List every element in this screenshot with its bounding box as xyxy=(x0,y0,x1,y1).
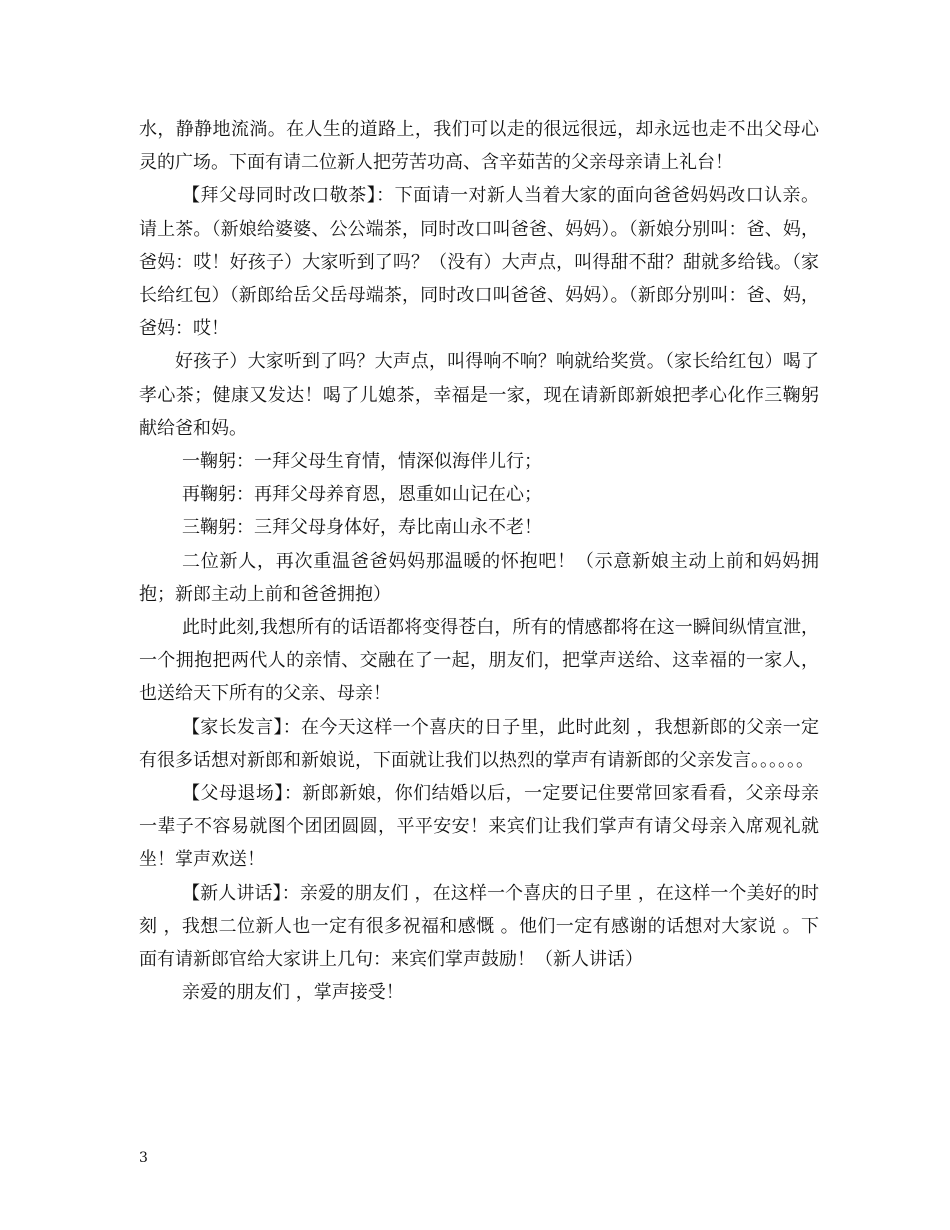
paragraph-3: 好孩子）大家听到了吗？大声点，叫得响不响？响就给奖赏。（家长给红包）喝了孝心茶；健康又发达！喝了儿媳茶，幸福是一家，现在请新郎新娘把孝心化作三鞠躬献给爸和妈。 xyxy=(139,351,819,439)
paragraph-12: 亲爱的朋友们 ，掌声接受！ xyxy=(182,982,404,1004)
paragraph-1: 水，静静地流淌。在人生的道路上，我们可以走的很远很远，却永远也走不出父母心灵的广场。下面有请二位新人把劳苦功高、含辛茹苦的父亲母亲请上礼台！ xyxy=(139,119,819,174)
document-body xyxy=(139,113,819,1009)
paragraph-9: 【家长发言】：在今天这样一个喜庆的日子里，此时此刻 ，我想新郎的父亲一定有很多话想对新郎和新娘说，下面就让我们以热烈的掌声有请新郎的父亲发言。。。。。。 xyxy=(139,716,819,771)
page-number: 3 xyxy=(139,1150,148,1166)
paragraph-10: 【父母退场】：新郎新娘，你们结婚以后，一定要记住要常回家看看，父亲母亲一辈子不容易就图个团团圆圆，平平安安！来宾们让我们掌声有请父母亲入席观礼就坐！掌声欢送！ xyxy=(139,783,819,871)
paragraph-6: 三鞠躬：三拜父母身体好，寿比南山永不老！ xyxy=(182,517,542,539)
paragraph-8: 此时此刻,我想所有的话语都将变得苍白，所有的情感都将在这一瞬间纵情宣泄，一个拥抱把两代人的亲情、交融在了一起，朋友们，把掌声送给、这幸福的一家人，也送给天下所有的父亲、母亲！ xyxy=(139,617,819,705)
paragraph-4: 一鞠躬：一拜父母生育情，情深似海伴儿行； xyxy=(182,451,542,473)
paragraph-2: 【拜父母同时改口敬茶】：下面请一对新人当着大家的面向爸爸妈妈改口认亲。请上茶。（新娘给婆婆、公公端茶，同时改口叫爸爸、妈妈）。（新娘分别叫：爸、妈，爸妈：哎！好孩子）大家听到了吗？（没有）大声点，叫得甜不甜？甜就多给钱。（家长给红包）（新郎给岳父岳母端茶，同时改口叫爸爸、妈妈）。（新郎分别叫：爸、妈，爸妈：哎！ xyxy=(139,185,819,340)
paragraph-5: 再鞠躬：再拜父母养育恩，恩重如山记在心； xyxy=(182,484,542,506)
paragraph-11: 【新人讲话】：亲爱的朋友们 ，在这样一个喜庆的日子里 ，在这样一个美好的时刻 ，我想二位新人也一定有很多祝福和感慨 。他们一定有感谢的话想对大家说 。下面有请新郎官给大家讲上几句：来宾们掌声鼓励！（新人讲话） xyxy=(139,882,819,971)
paragraph-7: 二位新人，再次重温爸爸妈妈那温暖的怀抱吧！（示意新娘主动上前和妈妈拥抱；新郎主动上前和爸爸拥抱） xyxy=(139,550,819,605)
